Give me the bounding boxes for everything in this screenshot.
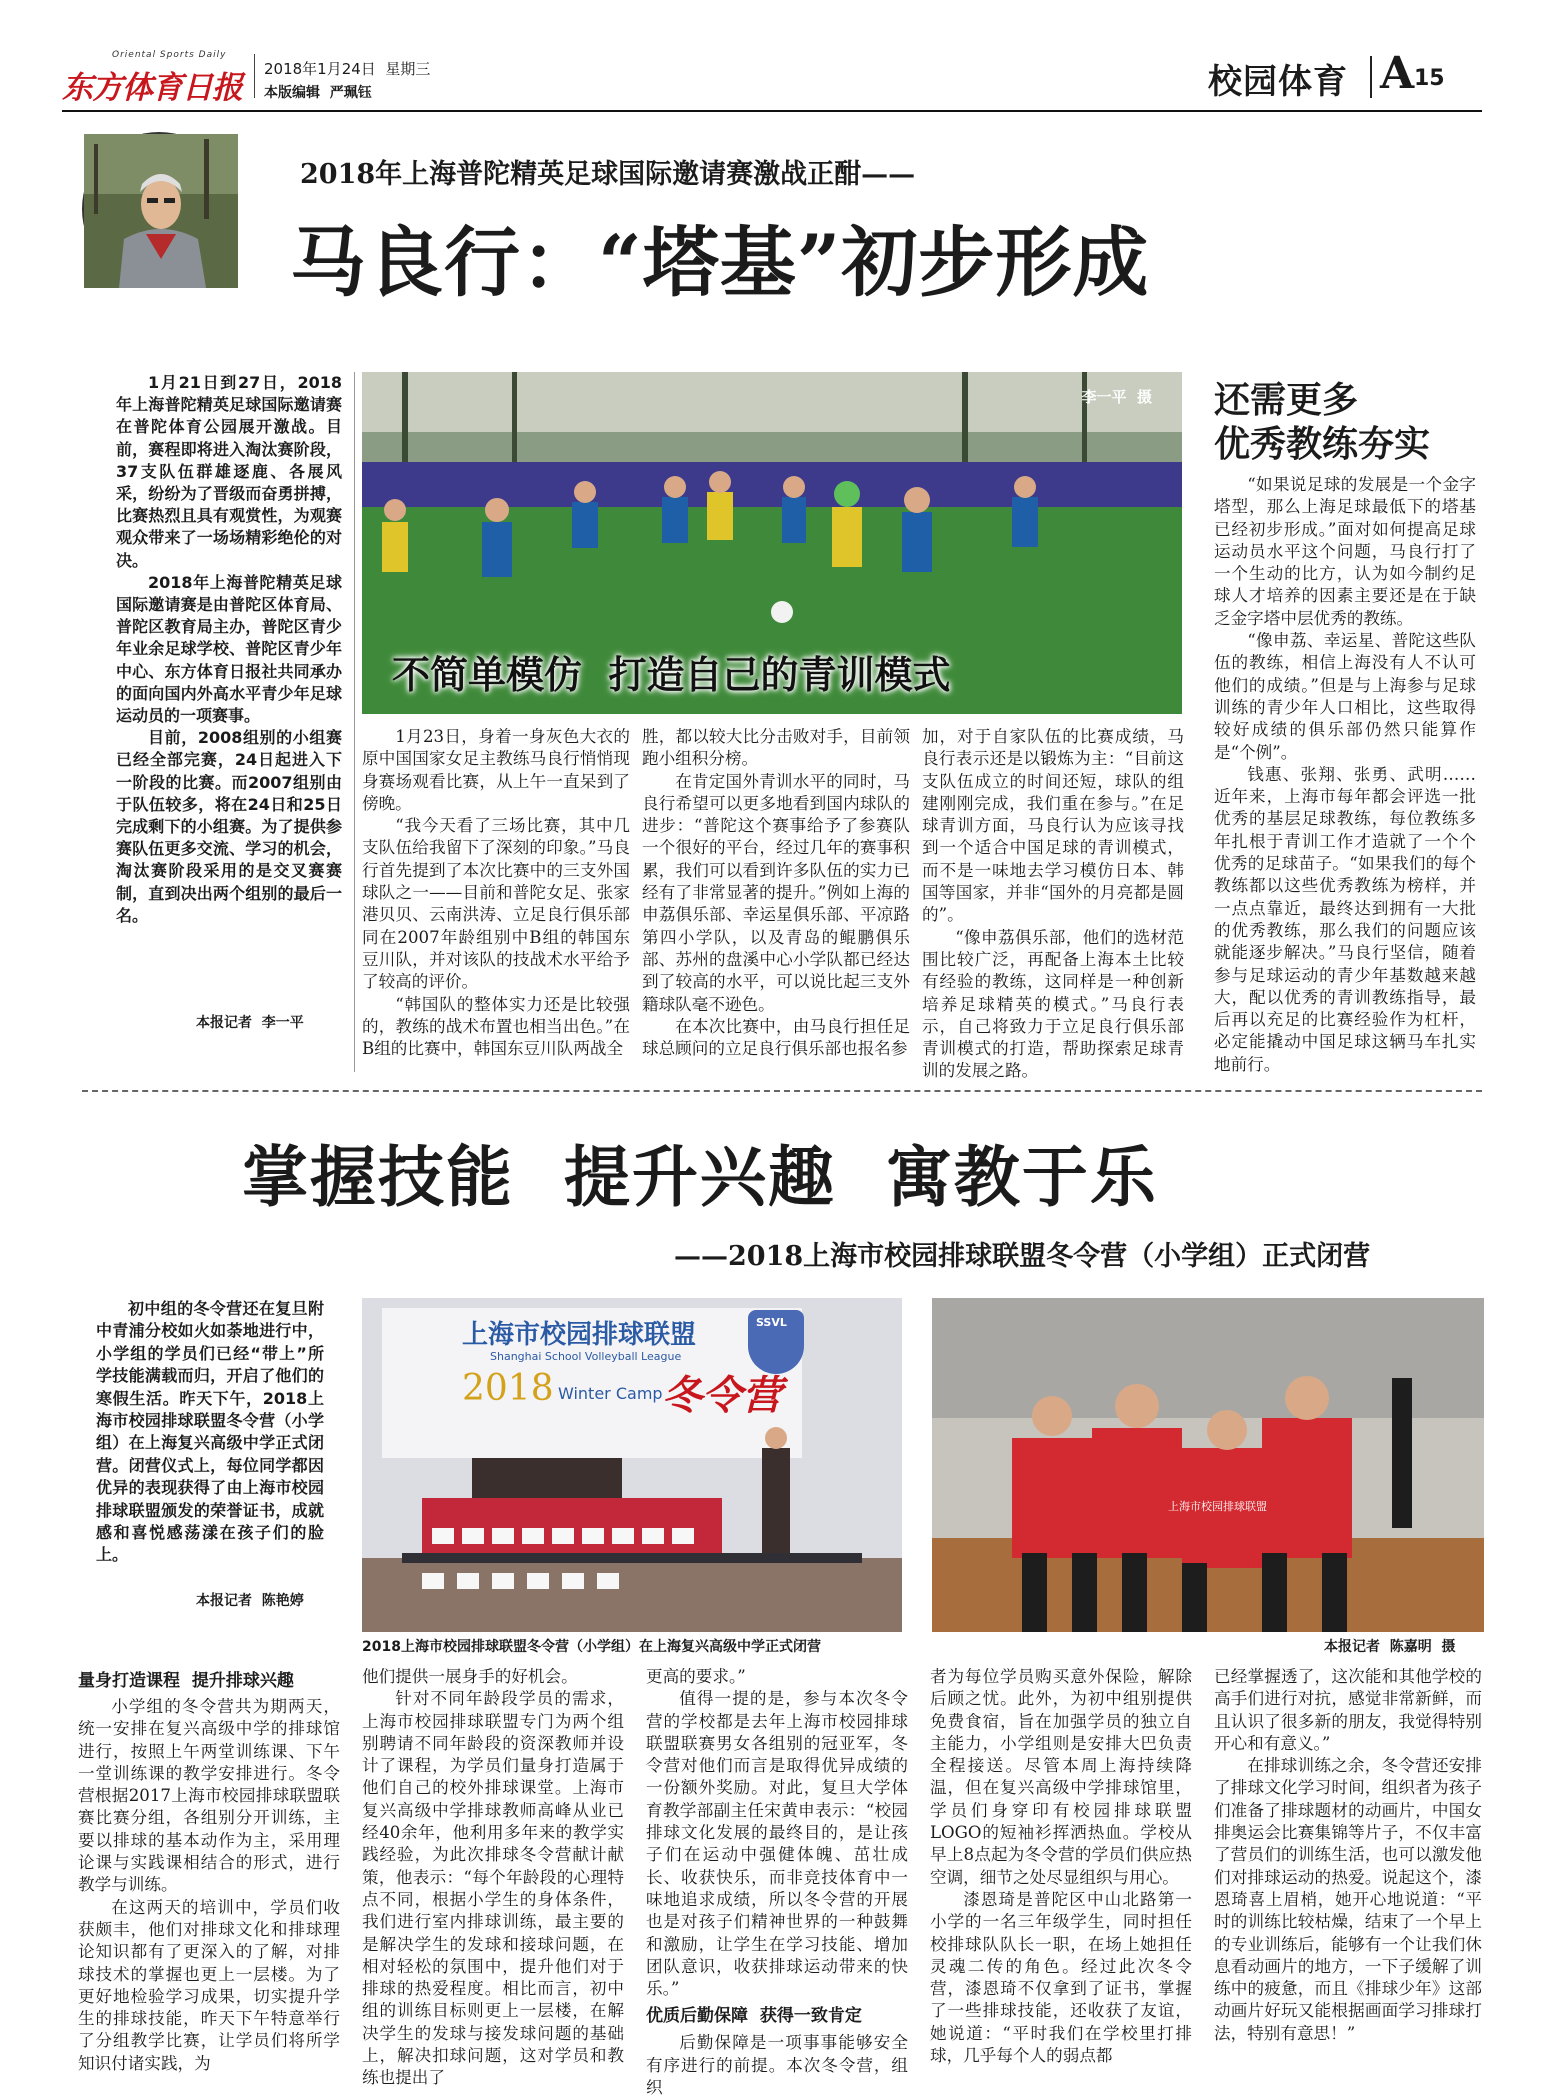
football-photo-credit: 李一平 摄 [1081, 388, 1152, 406]
section-title: 校园体育 [1208, 62, 1348, 102]
article2-column-5 [1214, 1666, 1482, 2043]
article2-subhead: ——2018上海市校园排球联盟冬令营（小学组）正式闭营 [674, 1241, 1371, 1272]
volleyball-team-photo [932, 1298, 1484, 1632]
article2-headline: 掌握技能 提升兴趣 寓教于乐 [242, 1138, 1158, 1216]
article1-c2-p1: 胜，都以较大比分击败对手，目前领跑小组积分榜。 [642, 727, 910, 769]
article2-k2-p2: 针对不同年龄段学员的需求，上海市校园排球联盟专门为两个组别聘请不同年龄段的资深教师并设计了课程，为学员们量身打造属于他们自己的校外排球课堂。上海市复兴高级中学排球教师高峰从业已经40余年，他利用多年来的教学实践经验，为此次排球冬令营献计献策，他表示：“每个年龄段的心理特点不同，根据小学生的身体条件，我们进行室内排球训练，最主要的是解决学生的发球和接球问题，在相对轻松的氛围中，提升他们对于排球的热爱程度。相比而言，初中组的训练目标则更上一层楼，在解决学生的发球与接发球问题的基础上，解决扣球问题，这对学员和教练也提出了 [362, 1689, 624, 2088]
article1-c1-p1: 1月23日，身着一身灰色大衣的原中国国家女足主教练马良行悄悄现身赛场观看比赛，从上午一直呆到了傍晚。 [362, 727, 630, 813]
article1-c3-p1: 加，对于自家队伍的比赛成绩，马良行表示还是以锻炼为主：“目前这支队伍成立的时间还短，球队的组建刚刚完成，我们重在参与。”在足球青训方面，马良行认为应该寻找到一个适合中国足球的青训模式，而不是一味地去学习模仿日本、韩国等国家，并非“国外的月亮都是圆的”。 [922, 727, 1184, 925]
league-logo-text: SSVL [756, 1316, 787, 1329]
article1-c1-p3: “韩国队的整体实力还是比较强的，教练的战术布置也相当出色。”在B组的比赛中，韩国东豆川队两战全 [362, 994, 630, 1059]
article1-headline: 马良行：“塔基”初步形成 [290, 218, 1150, 307]
football-match-photo [362, 372, 1182, 714]
article2-k1-p2: 在这两天的培训中，学员们收获颇丰，他们对排球文化和排球理论知识都有了更深入的了解，对排球技术的掌握也更上一层楼。为了更好地检验学习成果，切实提升学生的排球技能，昨天下午特意举行了分组教学比赛，让学员们将所学知识付诸实践，为 [78, 1897, 340, 2073]
banner-title: 上海市校园排球联盟 [462, 1320, 697, 1350]
article1-reporter: 本报记者 李一平 [196, 1015, 304, 1031]
banner-camp-chinese: 冬令营 [662, 1372, 782, 1419]
article1-lead-column [116, 372, 342, 1012]
masthead-divider [254, 54, 255, 98]
logo [62, 48, 242, 106]
article2-k2-p1: 他们提供一展身手的好机会。 [362, 1667, 578, 1686]
article1-lead-p2: 2018年上海普陀精英足球国际邀请赛是由普陀区体育局、普陀区教育局主办，普陀区青少年业余足球学校、普陀区青少年中心、东方体育日报社共同承办的面向国内外高水平青少年足球运动员的一项赛事。 [116, 572, 342, 726]
article2-subhead-2: 优质后勤保障 获得一致肯定 [646, 2006, 862, 2027]
page-editor: 本版编辑 严珮钰 [264, 85, 372, 101]
banner-english-camp: Winter Camp [558, 1384, 663, 1403]
article1-c4-p2: “像申荔、幸运星、普陀这些队伍的教练，相信上海没有人不认可他们的成绩。”但是与上海参与足球训练的青少年人口相比，这些取得较好成绩的俱乐部仍然只能算作是“个例”。 [1214, 631, 1476, 762]
team-photo-credit: 本报记者 陈嘉明 摄 [1324, 1639, 1456, 1655]
issue-date: 2018年1月24日 星期三 [264, 60, 431, 78]
column-rule [354, 372, 355, 1072]
article1-column-2 [642, 726, 910, 1072]
article2-k5-p1: 已经掌握透了，这次能和其他学校的高手们进行对抗，感觉非常新鲜，而且认识了很多新的朋友，我觉得特别开心和有意义。” [1214, 1667, 1482, 1753]
team-shirt-text: 上海市校园排球联盟 [1168, 1500, 1267, 1513]
article2-column-2 [362, 1666, 624, 2088]
article2-k3-p1: 更高的要求。” [646, 1667, 746, 1686]
article1-column-1 [362, 726, 630, 1072]
volleyball-ceremony-photo [362, 1298, 902, 1632]
article2-column-3 [646, 1666, 908, 2098]
article2-k3-p2: 值得一提的是，参与本次冬令营的学校都是去年上海市校园排球联盟联赛男女各组别的冠亚军，冬令营对他们而言是取得优异成绩的一份额外奖励。对此，复旦大学体育教学部副主任宋黄申表示：“校园排球文化发展的最终目的，是让孩子们在运动中强健体魄、茁壮成长、收获快乐，而非竞技体育中一味地追求成绩，所以冬令营的开展也是对孩子们精神世界的一种鼓舞和激励，让学生在学习技能、增加团队意识，收获排球运动带来的快乐。” [646, 1689, 908, 1999]
article1-c3-p2: “像申荔俱乐部，他们的选材范围比较广泛，再配备上海本土比较有经验的教练，这同样是一种创新培养足球精英的模式。”马良行表示，自己将致力于立足良行俱乐部青训模式的打造，帮助探索足球青训的发展之路。 [922, 927, 1184, 1081]
article2-subhead-1: 量身打造课程 提升排球兴趣 [78, 1671, 294, 1691]
section-divider [1370, 56, 1372, 98]
article2-k4-p1: 者为每位学员购买意外保险，解除后顾之忧。此外，为初中组别提供免费食宿，旨在加强学员的独立自主能力，小学组则是安排大巴负责全程接送。尽管本周上海持续降温，但在复兴高级中学排球馆里，学员们身穿印有校园排球联盟LOGO的短袖衫挥洒热血。学校从早上8点起为冬令营的学员们供应热空调，细节之处尽显组织与用心。 [930, 1667, 1192, 1887]
portrait-image [84, 134, 238, 288]
article1-c2-p2: 在肯定国外青训水平的同时，马良行希望可以更多地看到国内球队的进步：“普陀这个赛事给予了参赛队一个很好的平台，经过几年的赛事积累，我们可以看到许多队伍的实力已经有了非常显著的提升。”例如上海的申荔俱乐部、幸运星俱乐部、平凉路第四小学队，以及青岛的鲲鹏俱乐部、苏州的盘溪中心小学队都已经达到了较高的水平，可以说比起三支外籍球队毫不逊色。 [642, 771, 910, 1014]
masthead [62, 48, 1482, 106]
article1-lead-p3: 目前，2008组别的小组赛已经全部完赛，24日起进入下一阶段的比赛。而2007组别由于队伍较多，将在24日和25日完成剩下的小组赛。为了提供参赛队伍更多交流、学习的机会，淘汰赛阶段采用的是交叉赛赛制，直到决出两个组别的最后一名。 [116, 728, 342, 925]
article1-lead-p1: 1月21日到27日，2018年上海普陀精英足球国际邀请赛在普陀体育公园展开激战。目前，赛程即将进入淘汰赛阶段，37支队伍群雄逐鹿、各展风采，纷纷为了晋级而奋勇拼搏，比赛热烈且具有观赏性，为观赛观众带来了一场场精彩绝伦的对决。 [116, 373, 342, 570]
article2-reporter: 本报记者 陈艳婷 [196, 1593, 304, 1609]
article2-k5-p2: 在排球训练之余，冬令营还安排了排球文化学习时间，组织者为孩子们准备了排球题材的动画片，中国女排奥运会比赛集锦等片子，不仅丰富了营员们的训练生活，也可以激发他们对排球运动的热爱。说起这个，漆恩琦喜上眉梢，她开心地说道：“平时的训练比较枯燥，结束了一个早上的专业训练后，能够有一个让我们休息看动画片的地方，一下子缓解了训练中的疲惫，而且《排球少年》这部动画片好玩又能根据画面学习排球打法，特别有意思！” [1214, 1756, 1482, 2043]
side-heading-2: 优秀教练夯实 [1214, 423, 1431, 465]
logo-chinese: 东方体育日报 [62, 70, 242, 106]
article1-kicker: 2018年上海普陀精英足球国际邀请赛激战正酣—— [300, 159, 916, 190]
article1-c1-p2: “我今天看了三场比赛，其中几支队伍给我留下了深刻的印象。”马良行首先提到了本次比赛中的三支外国球队之一——目前和普陀女足、张家港贝贝、云南洪涛、立足良行俱乐部同在2007年龄组别中B组的韩国东豆川队，并对该队的技战术水平给予了较高的评价。 [362, 816, 630, 992]
article1-column-3 [922, 726, 1184, 1081]
football-photo-title: 不简单模仿 打造自己的青训模式 [392, 652, 951, 697]
side-heading-1: 还需更多 [1214, 379, 1359, 421]
article1-c4-p1: “如果说足球的发展是一个金字塔型，那么上海足球最低下的塔基已经初步形成。”面对如何提高足球运动员水平这个问题，马良行打了一个生动的比方，认为如今制约足球人才培养的因素主要还是在于缺乏金字塔中层优秀的教练。 [1214, 475, 1476, 628]
banner-year: 2018 [462, 1368, 554, 1409]
page-letter: A [1380, 48, 1415, 99]
article2-k4-p2: 漆恩琦是普陀区中山北路第一小学的一名三年级学生，同时担任校排球队队长一职，在场上她担任灵魂二传的角色。经过此次冬令营，漆恩琦不仅拿到了证书，掌握了一些排球技能，还收获了友谊，她说道：“平时我们在学校里打排球，几乎每个人的弱点都 [930, 1889, 1192, 2066]
ceremony-photo-caption: 2018上海市校园排球联盟冬令营（小学组）在上海复兴高级中学正式闭营 [362, 1639, 821, 1655]
article2-lead-column [96, 1298, 324, 1588]
article1-column-4 [1214, 474, 1476, 1072]
banner-english-league: Shanghai School Volleyball League [490, 1350, 682, 1363]
article2-lead: 初中组的冬令营还在复旦附中青浦分校如火如荼地进行中，小学组的学员们已经“带上”所学技能满载而归，开启了他们的寒假生活。昨天下午，2018上海市校园排球联盟冬令营（小学组）在上海复兴高级中学正式闭营。闭营仪式上，每位同学都因优异的表现获得了由上海市校园排球联盟颁发的荣誉证书，成就感和喜悦感荡漾在孩子们的脸上。 [96, 1299, 324, 1565]
league-logo [748, 1310, 804, 1374]
portrait-photo [82, 132, 236, 286]
article2-column-1 [78, 1666, 340, 2073]
article2-k3-p3: 后勤保障是一项事事能够安全有序进行的前提。本次冬令营，组织 [646, 2033, 908, 2098]
team-photo-image [932, 1298, 1484, 1632]
article1-c4-p3: 钱惠、张翔、张勇、武明……近年来，上海市每年都会评选一批优秀的基层足球教练，每位教练多年扎根于青训工作才造就了一个个优秀的足球苗子。“如果我们的每个教练都以这些优秀教练为榜样，并一点点靠近，最终达到拥有一大批的优秀教练，那么我们的问题应该就能逐步解决。”马良行坚信，随着参与足球运动的青少年基数越来越大，配以优秀的青训教练指导，最后再以充足的比赛经验作为杠杆，必定能撬动中国足球这辆马车扎实地前行。 [1214, 764, 1476, 1074]
article2-column-4 [930, 1666, 1192, 2066]
article2-k1-p1: 小学组的冬令营共为期两天，统一安排在复兴高级中学的排球馆进行，按照上午两堂训练课、下午一堂训练课的教学安排进行。冬令营根据2017上海市校园排球联盟联赛比赛分组，各组别分开训练，主要以排球的基本动作为主，采用理论课与实践课相结合的形式，进行教学与训练。 [78, 1697, 340, 1895]
logo-english: Oriental Sports Daily [112, 50, 227, 60]
masthead-rule [62, 110, 1482, 112]
article1-c2-p3: 在本次比赛中，由马良行担任足球总顾问的立足良行俱乐部也报名参 [642, 1016, 910, 1059]
section-separator [82, 1090, 1482, 1092]
page-number: 15 [1414, 66, 1445, 91]
